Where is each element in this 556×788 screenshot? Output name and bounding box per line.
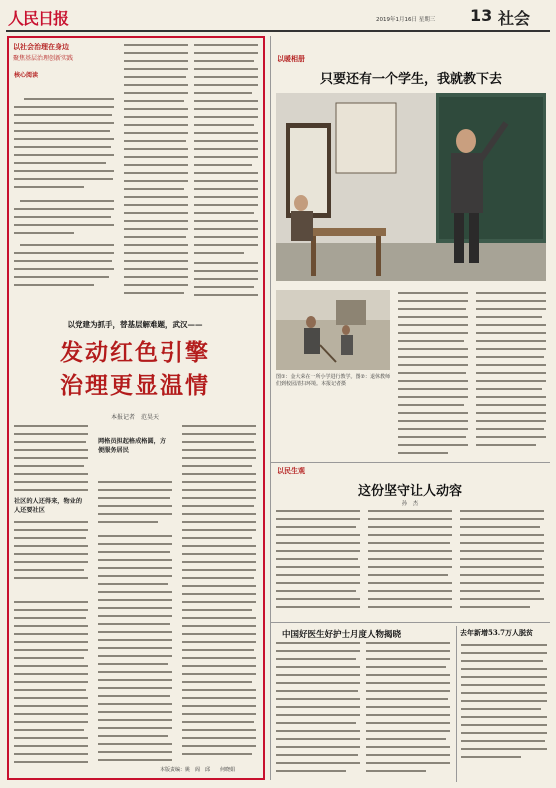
headline-line-1: 发动红色引擎 — [60, 339, 210, 366]
commentary-byline: 孙 杰 — [401, 501, 419, 507]
commentary-headline: 这份坚守让人动容 — [357, 484, 462, 499]
poverty-headline: 去年新增53.7万人脱贫 — [460, 628, 534, 637]
sub-headline: 以党建为抓手，替基层解难题，武汉—— — [67, 320, 203, 329]
body-text-lower — [14, 425, 260, 775]
outdoor-photo — [276, 290, 390, 370]
section-title-1: 网格员担起格成格圆，方便服务居民 — [98, 438, 167, 454]
column-tag: 以社会治理在身边 — [13, 43, 69, 51]
page-number: 13 — [470, 6, 493, 25]
doctor-award-headline: 中国好医生好护士月度人物揭晓 — [282, 630, 402, 640]
commentary-tag: 以民生观 — [277, 467, 305, 475]
doctor-award-text — [276, 642, 452, 782]
photo-story-tag: 以暖相册 — [277, 55, 305, 63]
headline-line-2: 治理更显温情 — [60, 372, 210, 399]
core-reading-label: 核心阅读 — [14, 72, 39, 79]
photo-story-text — [398, 292, 548, 462]
column-divider — [270, 36, 271, 780]
header-rule — [6, 30, 550, 32]
commentary-text — [276, 510, 546, 618]
classroom-photo — [276, 93, 546, 281]
photo-story-headline: 只要还有一个学生，我就教下去 — [319, 72, 502, 87]
section-title-2: 社区的人还得来，物业的人还要社区 — [14, 498, 83, 514]
issue-date: 2019年1月16日 星期三 — [376, 17, 436, 23]
byline: 本报记者 范昊天 — [110, 414, 159, 421]
column-tag-sub: 聚焦基层治理创新实践 — [13, 55, 74, 62]
section-divider-2 — [270, 622, 550, 623]
brief-divider — [456, 626, 457, 782]
poverty-text — [461, 644, 549, 764]
photo-caption: 图①：金大荣在一所小学进行教学。图②：退休教师们到校园清扫环境。本报记者摄 — [276, 374, 390, 387]
section-divider-1 — [270, 462, 550, 463]
body-text-top-right — [124, 42, 260, 304]
newspaper-logo: 人民日报 — [8, 9, 69, 28]
intro-text-block — [14, 80, 119, 295]
footer-editor: 本版责编：姚 阁 邱 何晓娟 — [160, 767, 236, 773]
section-title: 社会 — [498, 9, 531, 28]
